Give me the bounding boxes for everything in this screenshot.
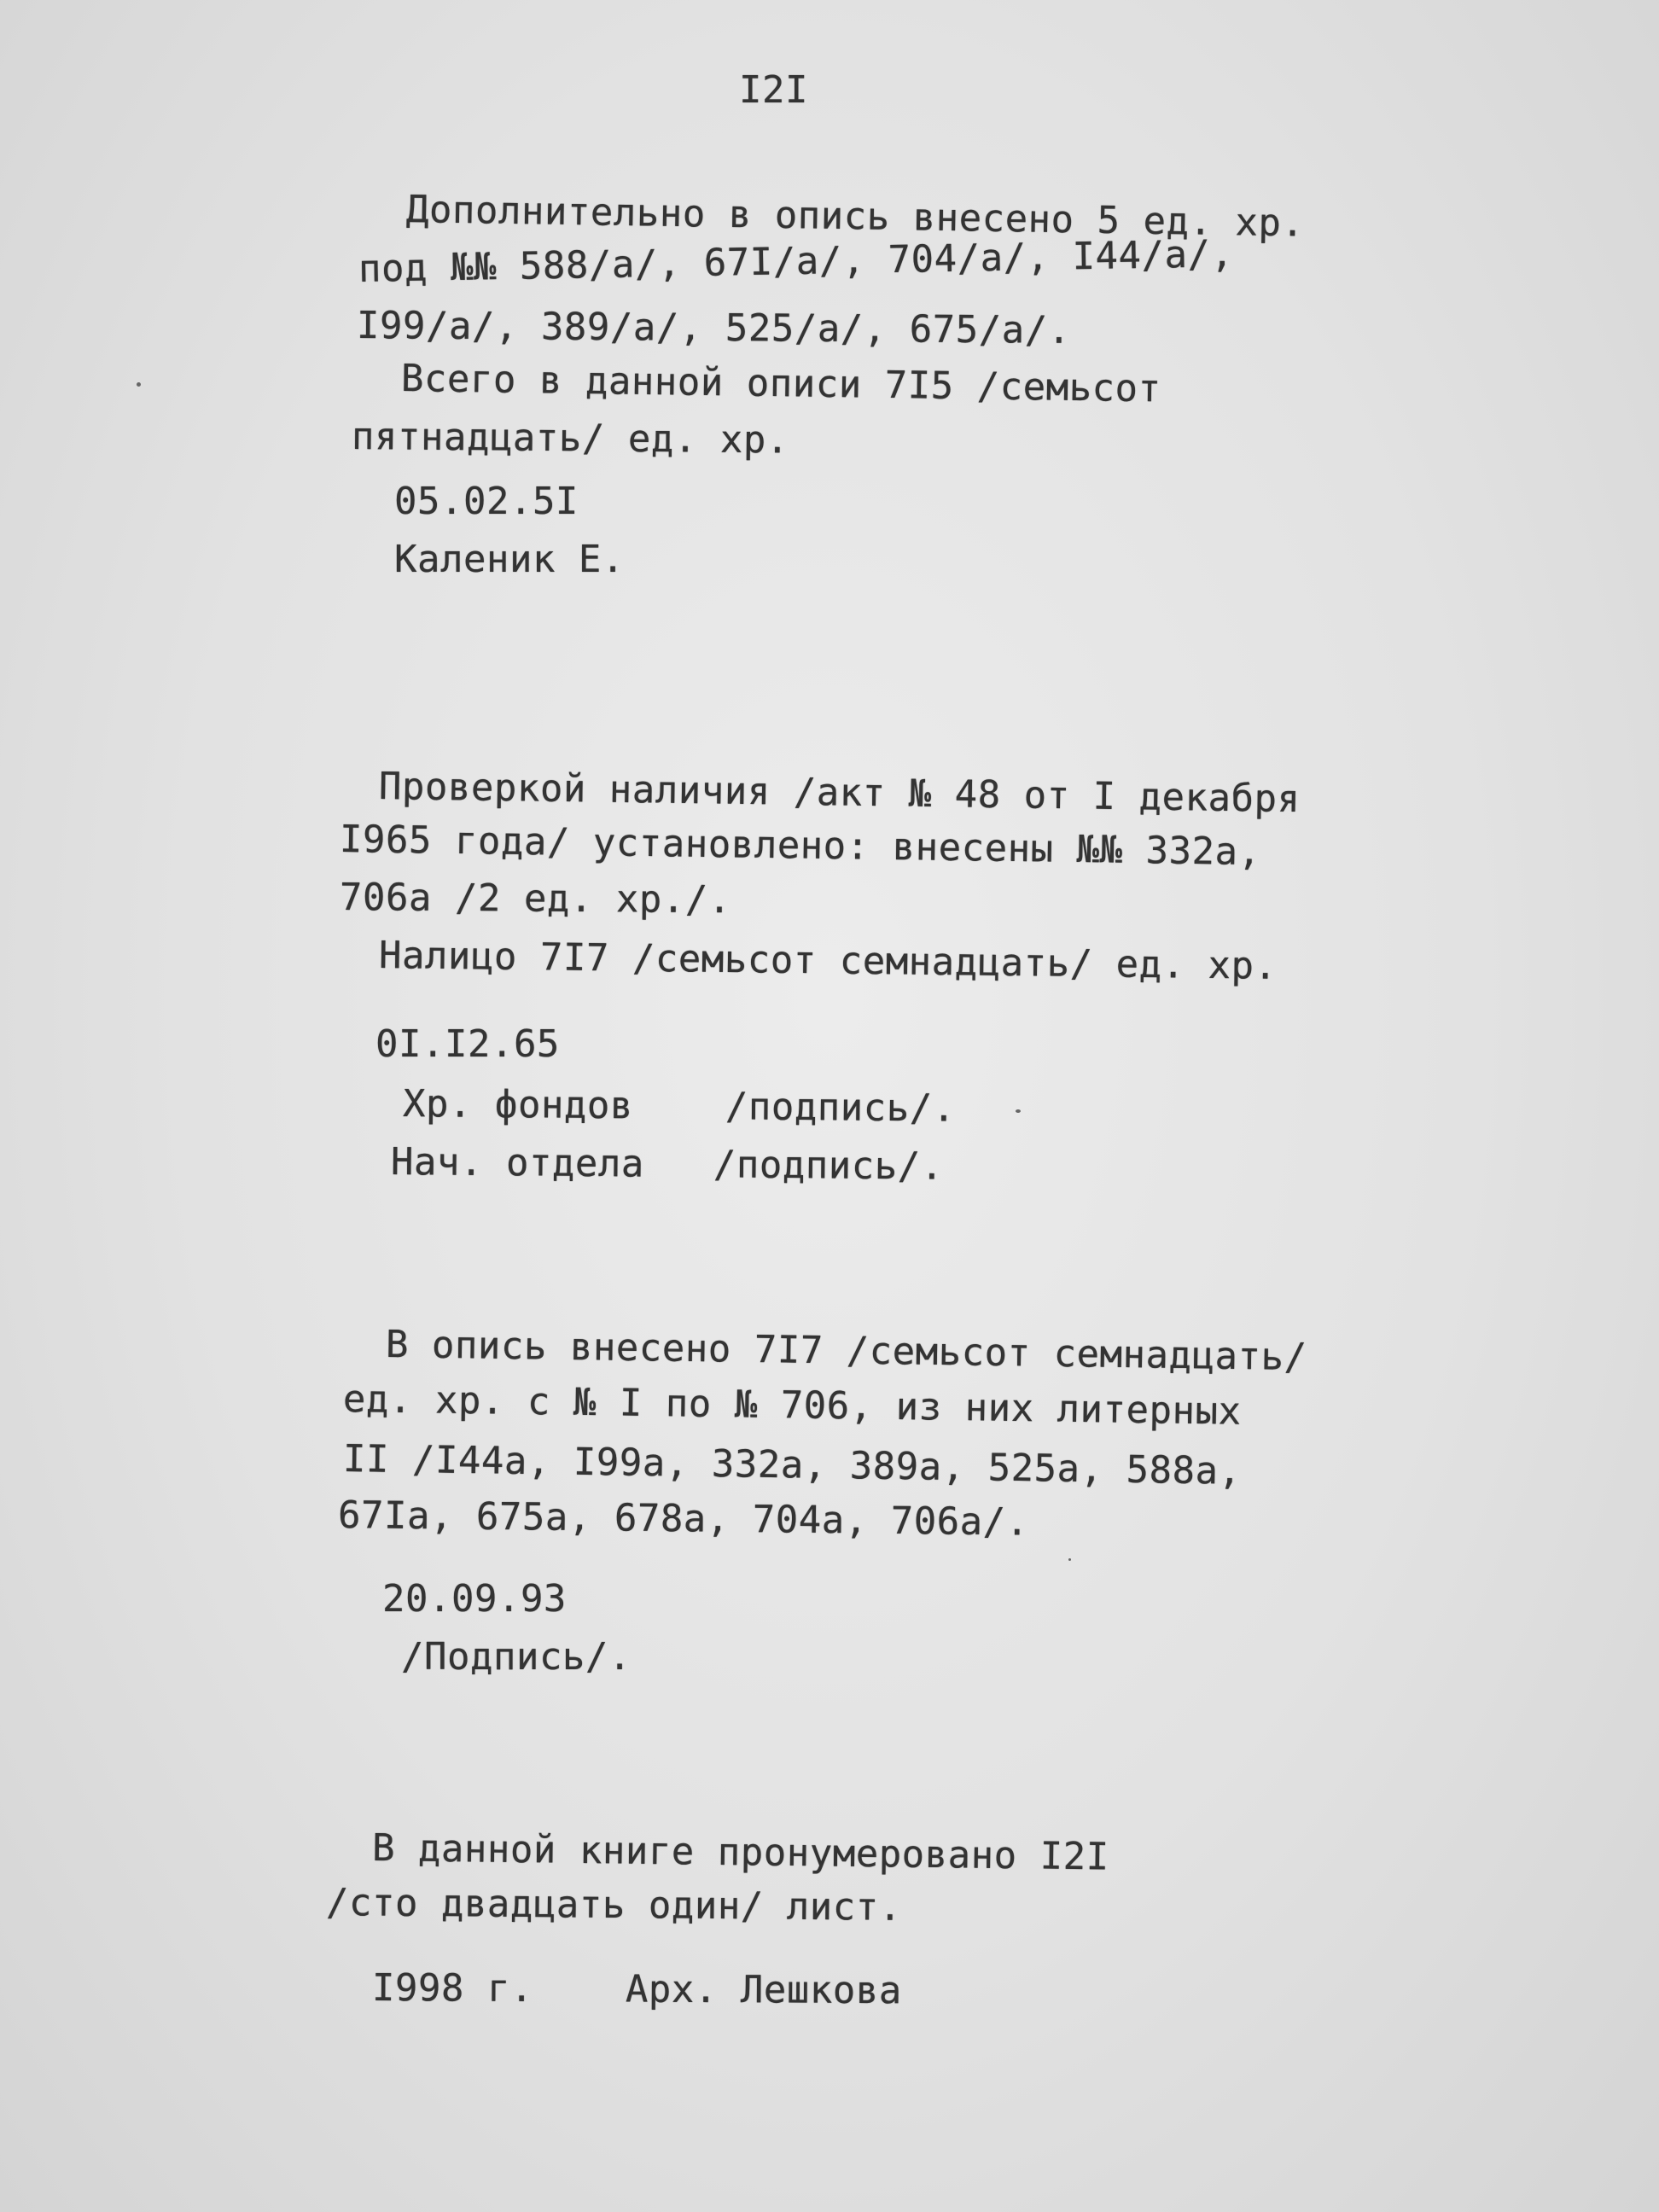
check-line-4: Налицо 7I7 /семьсот семнадцать/ ед. хр.	[378, 934, 1278, 988]
page-number: I2I	[739, 68, 808, 112]
addition-signature: Каленик Е.	[394, 538, 625, 581]
addition-line-2: под №№ 588/а/, 67I/а/, 704/а/, I44/а/,	[358, 232, 1234, 291]
inventory-line-1: В опись внесено 7I7 /семьсот семнадцать/	[385, 1323, 1307, 1380]
check-line-1: Проверкой наличия /акт № 48 от I декабря	[378, 765, 1301, 822]
addition-line-3: I99/а/, 389/а/, 525/а/, 675/а/.	[356, 304, 1071, 352]
numbering-line-1: В данной книге пронумеровано I2I	[371, 1826, 1109, 1879]
addition-line-4: Всего в данной описи 7I5 /семьсот	[400, 357, 1161, 411]
numbering-line-2: /сто двадцать один/ лист.	[325, 1881, 902, 1930]
inventory-signature: /Подпись/.	[401, 1635, 632, 1679]
check-line-2: I965 года/ установлено: внесены №№ 332а,	[339, 818, 1261, 875]
addition-date: 05.02.5I	[394, 480, 579, 523]
check-date: 0I.I2.65	[375, 1022, 560, 1066]
check-line-3: 706а /2 ед. хр./.	[339, 876, 732, 923]
inventory-line-2: ед. хр. с № I по № 706, из них литерных	[342, 1377, 1242, 1434]
inventory-line-3: II /I44а, I99а, 332а, 389а, 525а, 588а,	[342, 1437, 1242, 1493]
paper-speck	[1016, 1109, 1021, 1113]
addition-line-5: пятнадцать/ ед. хр.	[351, 415, 790, 463]
inventory-line-4: 67Iа, 675а, 678а, 704а, 706а/.	[337, 1493, 1029, 1545]
addition-line-1: Дополнительно в опись внесено 5 ед. хр.	[405, 188, 1305, 246]
numbering-footer: I998 г. Арх. Лешкова	[371, 1966, 902, 2013]
check-signature-head: Нач. отдела /подпись/.	[390, 1140, 944, 1189]
inventory-date: 20.09.93	[382, 1577, 567, 1621]
check-signature-custodian: Хр. фондов /подпись/.	[402, 1082, 956, 1131]
paper-speck	[137, 382, 141, 387]
paper-speck	[1068, 1558, 1071, 1561]
